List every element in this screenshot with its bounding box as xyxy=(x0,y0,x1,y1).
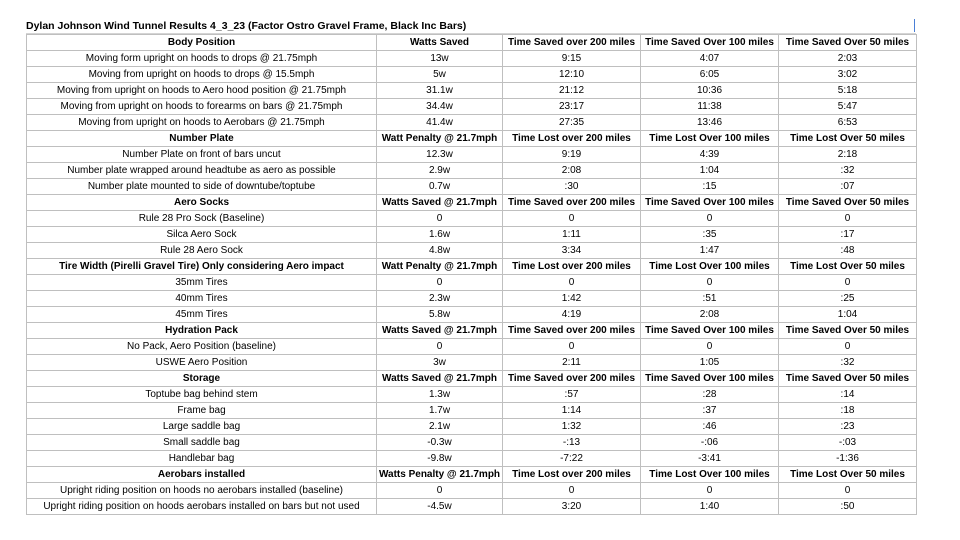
table-cell[interactable]: 0 xyxy=(503,339,641,355)
table-cell[interactable]: Large saddle bag xyxy=(27,419,377,435)
header-cell[interactable]: Time Saved over 200 miles xyxy=(503,323,641,339)
header-cell[interactable]: Aero Socks xyxy=(27,195,377,211)
table-cell[interactable]: 0 xyxy=(503,483,641,499)
header-cell[interactable]: Time Lost over 200 miles xyxy=(503,131,641,147)
table-cell[interactable]: :48 xyxy=(779,243,917,259)
header-cell[interactable]: Watts Penalty @ 21.7mph xyxy=(377,467,503,483)
table-cell[interactable]: 9:19 xyxy=(503,147,641,163)
table-cell[interactable]: -4.5w xyxy=(377,499,503,515)
table-cell[interactable]: Handlebar bag xyxy=(27,451,377,467)
table-row xyxy=(27,291,917,307)
table-cell[interactable]: :28 xyxy=(641,387,779,403)
header-cell[interactable]: Number Plate xyxy=(27,131,377,147)
spreadsheet xyxy=(26,19,917,515)
table-row xyxy=(27,99,917,115)
table-row xyxy=(27,435,917,451)
table-cell[interactable]: Moving from upright on hoods to Aerobars @ 21.75mph xyxy=(27,115,377,131)
table-cell[interactable]: 0.7w xyxy=(377,179,503,195)
header-cell[interactable]: Time Lost Over 100 miles xyxy=(641,259,779,275)
table-cell[interactable]: Moving from upright on hoods to forearms on bars @ 21.75mph xyxy=(27,99,377,115)
table-cell[interactable]: 0 xyxy=(779,339,917,355)
header-cell[interactable]: Watts Saved @ 21.7mph xyxy=(377,371,503,387)
table-row xyxy=(27,115,917,131)
table-row xyxy=(27,307,917,323)
table-cell[interactable]: -:13 xyxy=(503,435,641,451)
header-cell[interactable]: Time Saved Over 50 miles xyxy=(779,371,917,387)
table-cell[interactable]: 0 xyxy=(779,211,917,227)
table-cell[interactable]: 1.7w xyxy=(377,403,503,419)
table-row xyxy=(27,483,917,499)
header-cell[interactable]: Time Lost Over 50 miles xyxy=(779,131,917,147)
table-cell[interactable]: 3:20 xyxy=(503,499,641,515)
table-cell[interactable]: -:06 xyxy=(641,435,779,451)
table-cell[interactable]: 1:05 xyxy=(641,355,779,371)
header-cell[interactable]: Tire Width (Pirelli Gravel Tire) Only considering Aero impact xyxy=(27,259,377,275)
section-header-row xyxy=(27,259,917,275)
results-table xyxy=(26,34,917,515)
table-cell[interactable]: 4.8w xyxy=(377,243,503,259)
table-cell[interactable]: :35 xyxy=(641,227,779,243)
table-row xyxy=(27,403,917,419)
table-cell[interactable]: :25 xyxy=(779,291,917,307)
header-cell[interactable]: Time Lost Over 100 miles xyxy=(641,467,779,483)
table-cell[interactable]: 2:03 xyxy=(779,51,917,67)
header-cell[interactable]: Time Lost over 200 miles xyxy=(503,467,641,483)
table-cell[interactable]: 6:05 xyxy=(641,67,779,83)
table-cell[interactable]: 1:14 xyxy=(503,403,641,419)
sheet-title[interactable]: Dylan Johnson Wind Tunnel Results 4_3_23 (Factor Ostro Gravel Frame, Black Inc Bars) xyxy=(26,19,916,34)
table-cell[interactable]: 4:39 xyxy=(641,147,779,163)
table-row xyxy=(27,83,917,99)
table-cell[interactable]: 4:19 xyxy=(503,307,641,323)
table-cell[interactable]: Moving from upright on hoods to Aero hood position @ 21.75mph xyxy=(27,83,377,99)
table-cell[interactable]: 40mm Tires xyxy=(27,291,377,307)
table-cell[interactable]: 2.1w xyxy=(377,419,503,435)
header-cell[interactable]: Time Saved over 200 miles xyxy=(503,35,641,51)
table-cell[interactable]: 1:47 xyxy=(641,243,779,259)
table-cell[interactable]: 0 xyxy=(641,339,779,355)
table-cell[interactable]: -7:22 xyxy=(503,451,641,467)
table-row xyxy=(27,147,917,163)
table-cell[interactable]: -0.3w xyxy=(377,435,503,451)
header-cell[interactable]: Time Saved Over 100 miles xyxy=(641,371,779,387)
table-row xyxy=(27,67,917,83)
table-cell[interactable]: Upright riding position on hoods aerobars installed on bars but not used xyxy=(27,499,377,515)
table-cell[interactable]: 13:46 xyxy=(641,115,779,131)
table-cell[interactable]: :57 xyxy=(503,387,641,403)
table-cell[interactable]: :46 xyxy=(641,419,779,435)
table-cell[interactable]: 35mm Tires xyxy=(27,275,377,291)
table-cell[interactable]: Upright riding position on hoods no aerobars installed (baseline) xyxy=(27,483,377,499)
table-cell[interactable]: 34.4w xyxy=(377,99,503,115)
table-cell[interactable]: :14 xyxy=(779,387,917,403)
table-cell[interactable]: 0 xyxy=(503,275,641,291)
table-cell[interactable]: 45mm Tires xyxy=(27,307,377,323)
table-cell[interactable]: :17 xyxy=(779,227,917,243)
table-cell[interactable]: 0 xyxy=(377,483,503,499)
table-cell[interactable]: 0 xyxy=(377,211,503,227)
section-header-row xyxy=(27,371,917,387)
header-cell[interactable]: Storage xyxy=(27,371,377,387)
table-cell[interactable]: Rule 28 Aero Sock xyxy=(27,243,377,259)
table-cell[interactable]: Toptube bag behind stem xyxy=(27,387,377,403)
table-cell[interactable]: -1:36 xyxy=(779,451,917,467)
table-cell[interactable]: 2:08 xyxy=(503,163,641,179)
table-cell[interactable]: :18 xyxy=(779,403,917,419)
table-cell[interactable]: 1:11 xyxy=(503,227,641,243)
table-cell[interactable]: 0 xyxy=(779,275,917,291)
table-cell[interactable]: USWE Aero Position xyxy=(27,355,377,371)
table-cell[interactable]: 3:02 xyxy=(779,67,917,83)
header-cell[interactable]: Time Saved Over 50 miles xyxy=(779,35,917,51)
table-cell[interactable]: 21:12 xyxy=(503,83,641,99)
table-cell[interactable]: :51 xyxy=(641,291,779,307)
table-cell[interactable]: :32 xyxy=(779,355,917,371)
table-cell[interactable]: 11:38 xyxy=(641,99,779,115)
table-row xyxy=(27,499,917,515)
table-row xyxy=(27,211,917,227)
table-cell[interactable]: 0 xyxy=(779,483,917,499)
table-cell[interactable]: 0 xyxy=(641,211,779,227)
header-cell[interactable]: Watt Penalty @ 21.7mph xyxy=(377,259,503,275)
table-cell[interactable]: 41.4w xyxy=(377,115,503,131)
table-cell[interactable]: 5.8w xyxy=(377,307,503,323)
header-cell[interactable]: Time Saved Over 100 miles xyxy=(641,323,779,339)
header-cell[interactable]: Time Saved Over 100 miles xyxy=(641,195,779,211)
table-cell[interactable]: 5:18 xyxy=(779,83,917,99)
table-cell[interactable]: :50 xyxy=(779,499,917,515)
header-cell[interactable]: Time Lost Over 50 miles xyxy=(779,467,917,483)
table-row xyxy=(27,179,917,195)
table-cell[interactable]: 3:34 xyxy=(503,243,641,259)
table-cell[interactable]: 2:08 xyxy=(641,307,779,323)
header-cell[interactable]: Time Saved over 200 miles xyxy=(503,371,641,387)
table-cell[interactable]: 1:40 xyxy=(641,499,779,515)
table-cell[interactable]: 1:04 xyxy=(779,307,917,323)
table-row xyxy=(27,51,917,67)
table-cell[interactable]: 5w xyxy=(377,67,503,83)
table-cell[interactable]: :37 xyxy=(641,403,779,419)
table-cell[interactable]: 2.9w xyxy=(377,163,503,179)
section-header-row xyxy=(27,323,917,339)
table-cell[interactable]: 4:07 xyxy=(641,51,779,67)
header-cell[interactable]: Aerobars installed xyxy=(27,467,377,483)
table-cell[interactable]: 6:53 xyxy=(779,115,917,131)
table-cell[interactable]: Moving from upright on hoods to drops @ 15.5mph xyxy=(27,67,377,83)
table-row xyxy=(27,243,917,259)
table-cell[interactable]: Silca Aero Sock xyxy=(27,227,377,243)
table-cell[interactable]: 0 xyxy=(503,211,641,227)
table-cell[interactable]: 1.6w xyxy=(377,227,503,243)
table-cell[interactable]: 31.1w xyxy=(377,83,503,99)
table-cell[interactable]: 1.3w xyxy=(377,387,503,403)
cell-selection-marker xyxy=(914,19,917,32)
table-cell[interactable]: Rule 28 Pro Sock (Baseline) xyxy=(27,211,377,227)
table-cell[interactable]: Number plate wrapped around headtube as aero as possible xyxy=(27,163,377,179)
header-cell[interactable]: Hydration Pack xyxy=(27,323,377,339)
table-cell[interactable]: 0 xyxy=(377,339,503,355)
header-cell[interactable]: Watt Penalty @ 21.7mph xyxy=(377,131,503,147)
table-cell[interactable]: 23:17 xyxy=(503,99,641,115)
header-cell[interactable]: Time Saved Over 100 miles xyxy=(641,35,779,51)
table-cell[interactable]: 12.3w xyxy=(377,147,503,163)
table-cell[interactable]: 13w xyxy=(377,51,503,67)
table-row xyxy=(27,355,917,371)
header-cell[interactable]: Time Saved over 200 miles xyxy=(503,195,641,211)
table-cell[interactable]: :23 xyxy=(779,419,917,435)
header-cell[interactable]: Time Saved Over 50 miles xyxy=(779,323,917,339)
table-cell[interactable]: -9.8w xyxy=(377,451,503,467)
table-cell[interactable]: 5:47 xyxy=(779,99,917,115)
table-cell[interactable]: 1:32 xyxy=(503,419,641,435)
table-cell[interactable]: 3w xyxy=(377,355,503,371)
table-row xyxy=(27,419,917,435)
table-cell[interactable]: 2:11 xyxy=(503,355,641,371)
table-row xyxy=(27,227,917,243)
section-header-row xyxy=(27,131,917,147)
header-cell[interactable]: Time Lost Over 50 miles xyxy=(779,259,917,275)
table-cell[interactable]: :30 xyxy=(503,179,641,195)
table-cell[interactable]: :32 xyxy=(779,163,917,179)
table-cell[interactable]: 27:35 xyxy=(503,115,641,131)
table-cell[interactable]: :07 xyxy=(779,179,917,195)
header-cell[interactable]: Watts Saved @ 21.7mph xyxy=(377,323,503,339)
table-cell[interactable]: 1:42 xyxy=(503,291,641,307)
header-cell[interactable]: Time Saved Over 50 miles xyxy=(779,195,917,211)
header-cell[interactable]: Body Position xyxy=(27,35,377,51)
table-cell[interactable]: 0 xyxy=(641,483,779,499)
table-cell[interactable]: 12:10 xyxy=(503,67,641,83)
table-cell[interactable]: Moving form upright on hoods to drops @ 21.75mph xyxy=(27,51,377,67)
table-cell[interactable]: 9:15 xyxy=(503,51,641,67)
header-cell[interactable]: Time Lost Over 100 miles xyxy=(641,131,779,147)
header-cell[interactable]: Watts Saved @ 21.7mph xyxy=(377,195,503,211)
table-cell[interactable]: Number Plate on front of bars uncut xyxy=(27,147,377,163)
header-cell[interactable]: Time Lost over 200 miles xyxy=(503,259,641,275)
table-cell[interactable]: -:03 xyxy=(779,435,917,451)
table-row xyxy=(27,339,917,355)
table-cell[interactable]: 2:18 xyxy=(779,147,917,163)
table-cell[interactable]: 1:04 xyxy=(641,163,779,179)
table-cell[interactable]: 0 xyxy=(641,275,779,291)
table-cell[interactable]: 0 xyxy=(377,275,503,291)
table-cell[interactable]: No Pack, Aero Position (baseline) xyxy=(27,339,377,355)
table-row xyxy=(27,451,917,467)
table-cell[interactable]: 10:36 xyxy=(641,83,779,99)
section-header-row xyxy=(27,467,917,483)
table-cell[interactable]: Small saddle bag xyxy=(27,435,377,451)
table-cell[interactable]: -3:41 xyxy=(641,451,779,467)
table-row xyxy=(27,387,917,403)
table-cell[interactable]: 2.3w xyxy=(377,291,503,307)
table-row xyxy=(27,163,917,179)
table-row xyxy=(27,275,917,291)
section-header-row xyxy=(27,35,917,51)
header-cell[interactable]: Watts Saved xyxy=(377,35,503,51)
section-header-row xyxy=(27,195,917,211)
table-cell[interactable]: Frame bag xyxy=(27,403,377,419)
table-cell[interactable]: Number plate mounted to side of downtube/toptube xyxy=(27,179,377,195)
table-cell[interactable]: :15 xyxy=(641,179,779,195)
